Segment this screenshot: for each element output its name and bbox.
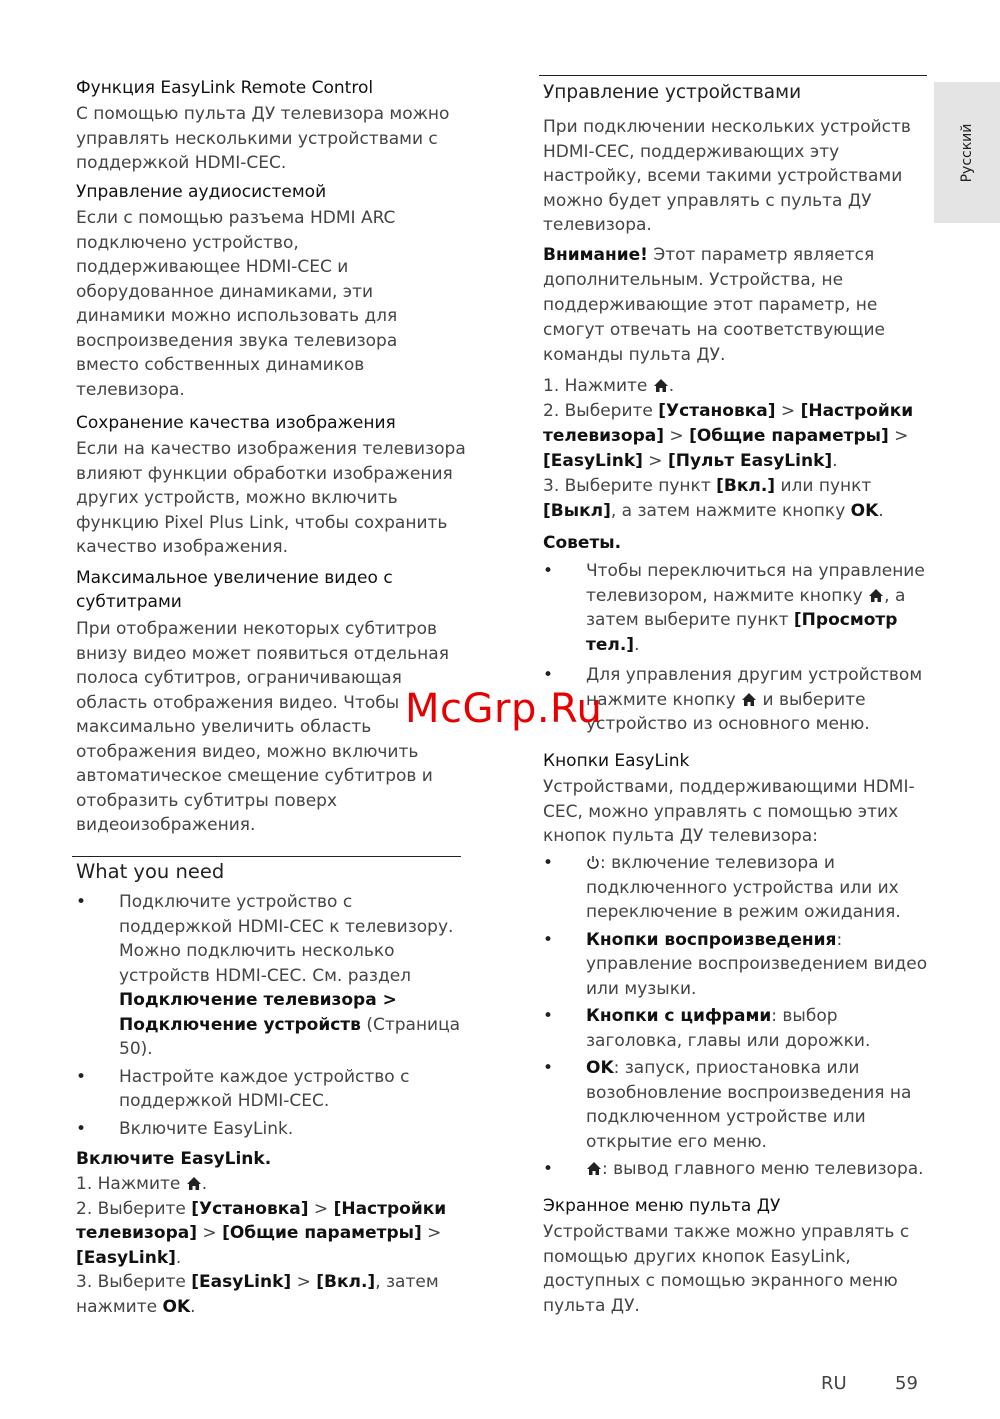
devices-step-1: 1. Нажмите . — [543, 376, 675, 396]
buttons-heading: Кнопки EasyLink — [543, 751, 690, 771]
remote-heading: Функция EasyLink Remote Control — [76, 78, 374, 98]
need-item — [76, 1117, 468, 1142]
page-number: 59 — [895, 1373, 918, 1394]
watermark: McGrp.Ru — [405, 686, 603, 732]
enable-steps — [76, 1172, 468, 1319]
subtitles-body: При отображении некоторых субтитров внизу видео может появиться отдельная полоса субтитров, ограничивающая область отображения видео. Чтобы максимально увеличить область отображения видео, можно включить автоматическое смещение субтитров и отобразить субтитры поверх видеоизображения. — [76, 619, 449, 835]
devices-step-2: 2. Выберите [Установка] > [Настройки телевизора] > [Общие параметры] > [EasyLink] > [Пульт EasyLink]. — [543, 401, 914, 471]
language-tab — [934, 82, 1000, 223]
bullet: • — [76, 892, 87, 912]
enable-step-2: 2. Выберите [Установка] > [Настройки телевизора] > [Общие параметры] > [EasyLink]. — [76, 1198, 447, 1268]
audio-body: Если с помощью разъема HDMI ARC подключено устройство, поддерживающее HDMI-CEC и оборудованное динамиками, эти динамики можно использовать для воспроизведения звука телевизора вместо собственных динамиков телевизора. — [76, 208, 398, 400]
enable-step-1: 1. Нажмите . — [76, 1174, 208, 1194]
devices-steps — [543, 374, 928, 524]
connection-link[interactable]: Подключение телевизора > Подключение устройств — [119, 990, 397, 1035]
need-item — [76, 1065, 468, 1114]
language-tab-label: Русский — [959, 123, 975, 182]
what-you-need-title: What you need — [76, 860, 225, 883]
devices-title: Управление устройствами — [543, 82, 802, 103]
bullet: • — [543, 853, 554, 873]
buttons-list — [543, 851, 928, 1182]
osd-body: Устройствами также можно управлять с помощью других кнопок EasyLink, доступных с помощью экранного меню пульта ДУ. — [543, 1222, 910, 1316]
bullet: • — [76, 1066, 87, 1087]
osd-heading: Экранное меню пульта ДУ — [543, 1196, 781, 1216]
need-item-text: Подключите устройство с поддержкой HDMI-CEC к телевизору. Можно подключить несколько устройств HDMI-CEC. См. раздел — [119, 892, 454, 986]
home-icon — [586, 1161, 602, 1176]
tip-item: • Чтобы переключиться на управление телевизором, нажмите кнопку , а затем выберите пункт [Просмотр тел.]. — [543, 561, 925, 655]
bullet: • — [543, 1058, 554, 1078]
attention-note: Внимание! Этот параметр является дополнительным. Устройства, не поддерживающие этот параметр, не смогут отвечать на соответствующие команды пульта ДУ. — [543, 245, 885, 365]
bullet: • — [543, 1006, 554, 1026]
enable-heading: Включите EasyLink. — [76, 1149, 272, 1169]
bullet: • — [543, 561, 554, 581]
bullet: • — [543, 665, 554, 685]
quality-heading: Сохранение качества изображения — [76, 413, 396, 433]
button-item: • Кнопки с цифрами: выбор заголовка, главы или дорожки. — [543, 1006, 871, 1051]
section-rule-right — [539, 75, 927, 76]
need-item-text: Настройте каждое устройство с поддержкой HDMI-CEC. — [119, 1066, 410, 1111]
need-list — [76, 890, 468, 1141]
button-item: • : вывод главного меню телевизора. — [543, 1157, 928, 1182]
enable-step-3: 3. Выберите [EasyLink] > [Вкл.], затем нажмите OK. — [76, 1272, 439, 1317]
power-icon — [586, 855, 600, 870]
audio-heading: Управление аудиосистемой — [76, 182, 327, 202]
bullet: • — [543, 1159, 554, 1179]
button-item: • Кнопки воспроизведения: управление воспроизведением видео или музыки. — [543, 929, 928, 999]
bullet: • — [543, 929, 554, 950]
remote-body: С помощью пульта ДУ телевизора можно управлять несколькими устройствами с поддержкой HDMI-CEC. — [76, 104, 450, 173]
section-rule-left — [72, 856, 461, 857]
home-icon — [653, 378, 669, 393]
bullet: • — [76, 1118, 87, 1139]
home-icon — [186, 1176, 202, 1191]
button-item: • OK: запуск, приостановка или возобновление воспроизведения на подключенном устройстве или открытие его меню. — [543, 1058, 912, 1152]
devices-step-3: 3. Выберите пункт [Вкл.] или пункт [Выкл], а затем нажмите кнопку OK. — [543, 476, 884, 521]
button-item: • : включение телевизора и подключенного устройства или их переключение в режим ожидания. — [543, 853, 901, 922]
devices-body: При подключении нескольких устройств HDMI-CEC, поддерживающих эту настройку, всеми такими устройствами можно будет управлять с пульта ДУ телевизора. — [543, 117, 911, 235]
footer-lang: RU — [821, 1373, 847, 1394]
quality-body: Если на качество изображения телевизора влияют функции обработки изображения других устройств, можно включить функцию Pixel Plus Link, чтобы сохранить качество изображения. — [76, 439, 466, 557]
need-item-page: (Страница 50). — [119, 1014, 461, 1059]
home-icon — [868, 588, 884, 603]
home-icon — [741, 692, 757, 707]
tip-item: • Для управления другим устройством нажмите кнопку и выберите устройство из основного меню. — [543, 665, 923, 734]
tips-heading: Советы. — [543, 533, 622, 553]
buttons-intro: Устройствами, поддерживающими HDMI-CEC, можно управлять с помощью этих кнопок пульта ДУ телевизора: — [543, 777, 915, 846]
need-item-text: Включите EasyLink. — [119, 1118, 294, 1139]
subtitles-heading: Максимальное увеличение видео с субтитрами — [76, 568, 393, 612]
need-item — [76, 890, 468, 1062]
